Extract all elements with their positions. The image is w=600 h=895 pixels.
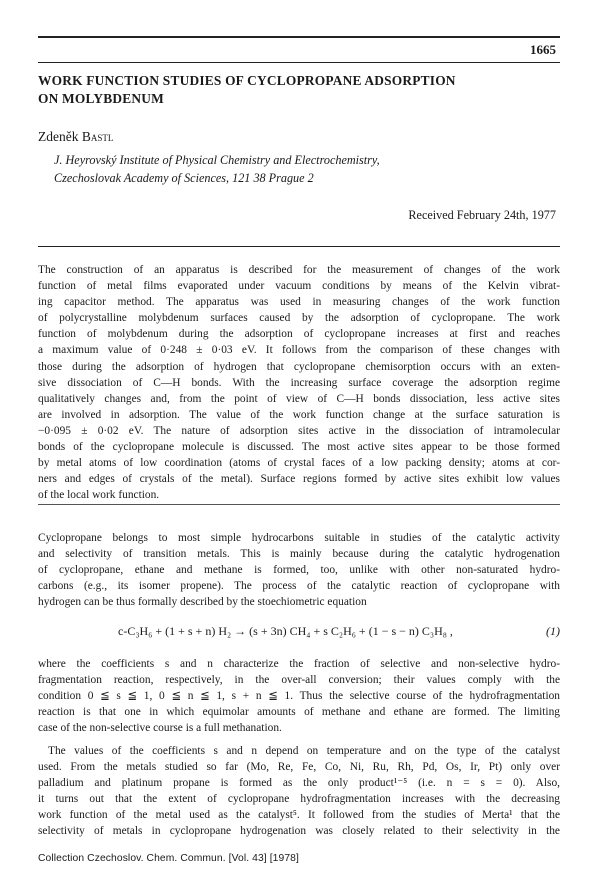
title-line: ON MOLYBDENUM (38, 91, 164, 106)
abstract-line: function of molybdenum during the adsorption of cyclopropane increases at first and reaches (38, 328, 560, 341)
header-rule (38, 62, 560, 63)
affiliation (54, 151, 380, 187)
body-line: used. From the metals studied so far (Mo, Re, Fe, Co, Ni, Ru, Rh, Pd, Os, Ir, Pt) only over (38, 761, 560, 774)
journal-footer: Collection Czechoslov. Chem. Commun. [Vol. 43] [1978] (38, 853, 299, 864)
abstract-line: ing capacitor method. The apparatus was used in measuring changes of the work function (38, 296, 560, 309)
abstract-line: of polycrystalline molybdenum surfaces caused by the adsorption of cyclopropane. The work (38, 312, 560, 325)
body-line: case of the non-selective course is a full methanation. (38, 722, 282, 735)
body-line: palladium and platinum propane is formed as the only product¹⁻⁵ (i.e. n = s = 0). Also, (38, 777, 560, 790)
intro-paragraph (38, 530, 560, 610)
abstract-line: −0·095 ± 0·02 eV. The nature of adsorption sites active in the dissociation of intramolecular (38, 424, 560, 437)
body-line: fragmentation reaction, respectively, in the over-all conversion; their values comply with the (38, 674, 560, 687)
title-line: WORK FUNCTION STUDIES OF CYCLOPROPANE ADSORPTION (38, 73, 456, 88)
abstract-top-rule (38, 246, 560, 247)
page-number: 1665 (530, 42, 556, 57)
abstract (38, 262, 560, 503)
abstract-line: of the local work function. (38, 489, 160, 502)
author-given-name: Zdeněk (38, 129, 79, 144)
body-line: carbons (e.g., its isomer propene). The process of the catalytic reaction of cyclopropane with (38, 580, 560, 593)
values-paragraph (38, 743, 560, 840)
abstract-line: qualitatively changes and, from the point of view of C—H bonds dissociation, less active sites (38, 392, 560, 405)
abstract-line: those during the adsorption of hydrogen that cyclopropane chemisorption occurs with an exten- (38, 360, 560, 373)
equation (118, 624, 560, 639)
author (38, 129, 113, 145)
equation-number: (1) (546, 624, 560, 638)
abstract-line: The construction of an apparatus is described for the measurement of changes of the work (38, 264, 560, 276)
received-date: Received February 24th, 1977 (408, 208, 556, 222)
article-title (38, 72, 558, 108)
abstract-line: function of metal films evaporated under vacuum conditions by means of the Kelvin vibrat- (38, 280, 560, 293)
abstract-line: by metal atoms of low coordination (atoms of crystal faces of a low packing density; atoms at cor- (38, 457, 560, 470)
abstract-line: ners and edges of crystals of the metal). Surface regions formed by active sites exhibit low values (38, 473, 560, 486)
body-line: The values of the coefficients s and n depend on temperature and on the type of the catalyst (48, 745, 560, 757)
body-line: Cyclopropane belongs to most simple hydrocarbons suitable in studies of the catalytic activity (38, 532, 560, 544)
affiliation-line: J. Heyrovský Institute of Physical Chemistry and Electrochemistry, (54, 153, 380, 167)
abstract-line: sive dissociation of C—H bonds. With the increasing surface coverage the adsorption regime (38, 376, 560, 389)
body-line: and selectivity of transition metals. This is mainly because during the catalytic hydrogenation (38, 548, 560, 561)
body-line: where the coefficients s and n characterize the fraction of selective and non-selective hydro- (38, 658, 560, 670)
body-line: reaction is that one in which equimolar amounts of methane and ethane are formed. The limiting (38, 706, 560, 719)
abstract-line: a maximum value of 0·248 ± 0·03 eV. It follows from the comparison of these changes with (38, 344, 560, 357)
body-line: work function of the metal used as the catalyst⁵. It followed from the studies of Merta¹ that the (38, 809, 560, 822)
author-surname: Bastl (81, 129, 114, 144)
affiliation-line: Czechoslovak Academy of Sciences, 121 38 Prague 2 (54, 171, 314, 185)
body-line: of cyclopropane, ethane and methane is formed, too, unlike with other non-saturated hydro- (38, 564, 560, 577)
abstract-bottom-rule (38, 504, 560, 505)
equation-text: c-C₃H₆ + (1 + s + n) H₂ → (s + 3n) CH₄ + s C₂H₆ + (1 − s − n) C₃H₈ , (118, 624, 453, 638)
coefficients-paragraph (38, 656, 560, 736)
body-line: selectivity of metals in cyclopropane hydrogenation was closely related to their selectivity in the (38, 825, 560, 838)
top-rule (38, 36, 560, 38)
body-line: it turns out that the extent of cyclopropane hydrofragmentation increases with the decreasing (38, 793, 560, 806)
body-line: condition 0 ≦ s ≦ 1, 0 ≦ n ≦ 1, s + n ≦ 1. Thus the selective course of the hydrofragmentation (38, 690, 560, 703)
body-line: hydrogen can be thus formally described by the stoechiometric equation (38, 596, 367, 609)
abstract-line: bonds of the cyclopropane molecule is discussed. The most active sites appear to be those formed (38, 441, 560, 454)
abstract-line: are involved in adsorption. The value of the work function change at the surface saturation is (38, 408, 560, 421)
